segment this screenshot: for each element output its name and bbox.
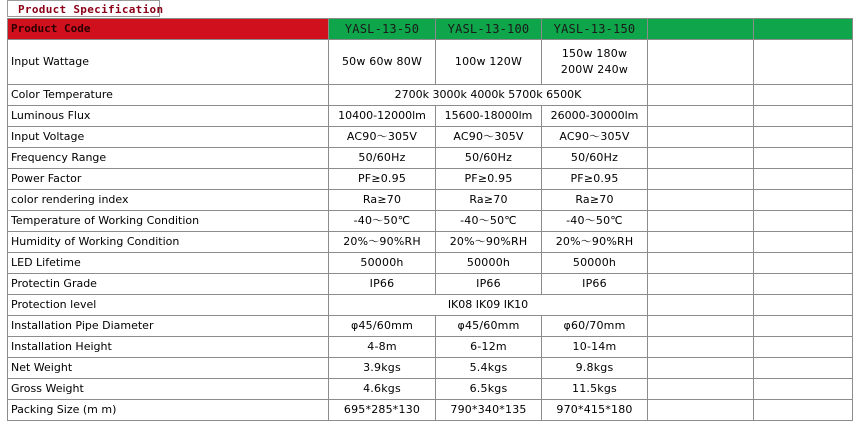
cell-value[interactable]: φ45/60mm (436, 316, 542, 337)
cell-empty[interactable] (754, 85, 853, 106)
cell-empty[interactable] (648, 19, 754, 40)
cell-empty[interactable] (648, 379, 754, 400)
cell-model-3[interactable]: YASL-13-150 (542, 19, 648, 40)
cell-label[interactable]: Protection level (8, 295, 329, 316)
cell-value[interactable]: 50/60Hz (329, 148, 436, 169)
cell-value[interactable]: IP66 (329, 274, 436, 295)
table-row-header (8, 19, 853, 40)
table-row-gross-weight (8, 379, 853, 400)
cell-empty[interactable] (648, 295, 754, 316)
cell-value[interactable]: 10-14m (542, 337, 648, 358)
table-row-luminous-flux (8, 106, 853, 127)
table-row-pipe-diameter (8, 316, 853, 337)
cell-empty[interactable] (648, 106, 754, 127)
cell-empty[interactable] (754, 169, 853, 190)
cell-empty[interactable] (754, 148, 853, 169)
cell-value[interactable]: 26000-30000lm (542, 106, 648, 127)
cell-empty[interactable] (648, 253, 754, 274)
cell-value[interactable]: 790*340*135 (436, 400, 542, 421)
cell-value[interactable]: 15600-18000lm (436, 106, 542, 127)
cell-empty[interactable] (648, 337, 754, 358)
cell-product-code-label[interactable]: Product Code (8, 19, 329, 40)
cell-label[interactable]: Installation Pipe Diameter (8, 316, 329, 337)
cell-label[interactable]: Luminous Flux (8, 106, 329, 127)
spec-title-cell[interactable] (7, 0, 164, 17)
cell-label[interactable]: LED Lifetime (8, 253, 329, 274)
table-row-input-voltage (8, 127, 853, 148)
cell-value[interactable]: 9.8kgs (542, 358, 648, 379)
table-row-packing-size (8, 400, 853, 421)
cell-value-merged[interactable]: IK08 IK09 IK10 (329, 295, 648, 316)
cell-empty[interactable] (648, 211, 754, 232)
cell-value[interactable]: AC90～305V (329, 127, 436, 148)
cell-value-line: 200W 240w (560, 63, 629, 76)
cell-value[interactable]: PF≥0.95 (436, 169, 542, 190)
cell-value-merged[interactable]: 2700k 3000k 4000k 5700k 6500K (329, 85, 648, 106)
cell-empty[interactable] (754, 316, 853, 337)
cell-value[interactable]: φ60/70mm (542, 316, 648, 337)
cell-value[interactable] (542, 40, 648, 85)
cell-empty[interactable] (754, 127, 853, 148)
table-row-protection-level (8, 295, 853, 316)
cell-value[interactable]: 20%～90%RH (436, 232, 542, 253)
cell-empty[interactable] (648, 316, 754, 337)
cell-empty[interactable] (648, 274, 754, 295)
cell-value[interactable]: φ45/60mm (329, 316, 436, 337)
spec-table (7, 18, 853, 421)
cell-value-line: 150w 180w (561, 47, 628, 60)
cell-label[interactable]: Gross Weight (8, 379, 329, 400)
cell-value[interactable]: 6.5kgs (436, 379, 542, 400)
cell-empty[interactable] (648, 127, 754, 148)
cell-label[interactable]: Protectin Grade (8, 274, 329, 295)
cell-value[interactable]: Ra≥70 (329, 190, 436, 211)
cell-value[interactable]: IP66 (436, 274, 542, 295)
table-row-humidity (8, 232, 853, 253)
cell-empty[interactable] (754, 379, 853, 400)
cell-empty[interactable] (754, 295, 853, 316)
cell-value[interactable]: 5.4kgs (436, 358, 542, 379)
cell-empty[interactable] (648, 358, 754, 379)
spec-title: Product Specification (18, 3, 164, 16)
cell-model-1[interactable]: YASL-13-50 (329, 19, 436, 40)
cell-empty[interactable] (754, 19, 853, 40)
cell-value[interactable]: 50000h (329, 253, 436, 274)
cell-empty[interactable] (754, 232, 853, 253)
cell-empty[interactable] (648, 169, 754, 190)
cell-value[interactable]: 11.5kgs (542, 379, 648, 400)
cell-value[interactable]: 50000h (436, 253, 542, 274)
cell-value[interactable]: PF≥0.95 (542, 169, 648, 190)
cell-value[interactable]: 50w 60w 80W (329, 40, 436, 85)
table-row-cri (8, 190, 853, 211)
cell-value[interactable]: 6-12m (436, 337, 542, 358)
cell-value[interactable]: 695*285*130 (329, 400, 436, 421)
cell-empty[interactable] (648, 148, 754, 169)
cell-value[interactable]: -40～50℃ (436, 211, 542, 232)
cell-empty[interactable] (754, 358, 853, 379)
spec-title-bar (0, 0, 860, 18)
cell-value[interactable]: 50000h (542, 253, 648, 274)
cell-label[interactable]: Power Factor (8, 169, 329, 190)
cell-value[interactable]: -40～50℃ (542, 211, 648, 232)
cell-value[interactable]: Ra≥70 (436, 190, 542, 211)
cell-empty[interactable] (754, 106, 853, 127)
cell-value[interactable]: 100w 120W (436, 40, 542, 85)
cell-label[interactable]: Packing Size (m m) (8, 400, 329, 421)
cell-value[interactable]: 50/60Hz (542, 148, 648, 169)
cell-value[interactable]: 20%～90%RH (542, 232, 648, 253)
cell-label[interactable]: Temperature of Working Condition (8, 211, 329, 232)
cell-label[interactable]: Input Voltage (8, 127, 329, 148)
table-row-led-lifetime (8, 253, 853, 274)
table-row-color-temperature (8, 85, 853, 106)
cell-empty[interactable] (754, 274, 853, 295)
table-row-install-height (8, 337, 853, 358)
cell-empty[interactable] (754, 337, 853, 358)
cell-empty[interactable] (648, 85, 754, 106)
cell-empty[interactable] (754, 40, 853, 85)
cell-empty[interactable] (754, 190, 853, 211)
cell-value[interactable]: AC90～305V (542, 127, 648, 148)
table-row-input-wattage (8, 40, 853, 85)
cell-value[interactable]: -40～50℃ (329, 211, 436, 232)
table-row-working-temp (8, 211, 853, 232)
cell-label[interactable]: Installation Height (8, 337, 329, 358)
cell-value[interactable]: 10400-12000lm (329, 106, 436, 127)
cell-empty[interactable] (648, 190, 754, 211)
cell-value[interactable]: 970*415*180 (542, 400, 648, 421)
table-row-net-weight (8, 358, 853, 379)
cell-label[interactable]: Color Temperature (8, 85, 329, 106)
cell-label[interactable]: Frequency Range (8, 148, 329, 169)
cell-label[interactable]: Humidity of Working Condition (8, 232, 329, 253)
cell-empty[interactable] (754, 211, 853, 232)
cell-empty[interactable] (648, 40, 754, 85)
cell-empty[interactable] (648, 400, 754, 421)
cell-empty[interactable] (754, 253, 853, 274)
cell-empty[interactable] (754, 400, 853, 421)
cell-value[interactable]: 20%～90%RH (329, 232, 436, 253)
cell-value[interactable]: AC90～305V (436, 127, 542, 148)
cell-value[interactable]: Ra≥70 (542, 190, 648, 211)
cell-value[interactable]: 4.6kgs (329, 379, 436, 400)
cell-label[interactable]: color rendering index (8, 190, 329, 211)
cell-value[interactable]: 50/60Hz (436, 148, 542, 169)
cell-value[interactable]: PF≥0.95 (329, 169, 436, 190)
table-row-protection-grade (8, 274, 853, 295)
cell-empty[interactable] (648, 232, 754, 253)
cell-value[interactable]: IP66 (542, 274, 648, 295)
table-row-power-factor (8, 169, 853, 190)
table-row-frequency-range (8, 148, 853, 169)
cell-value[interactable]: 3.9kgs (329, 358, 436, 379)
cell-value[interactable]: 4-8m (329, 337, 436, 358)
cell-model-2[interactable]: YASL-13-100 (436, 19, 542, 40)
cell-label[interactable]: Input Wattage (8, 40, 329, 85)
cell-label[interactable]: Net Weight (8, 358, 329, 379)
